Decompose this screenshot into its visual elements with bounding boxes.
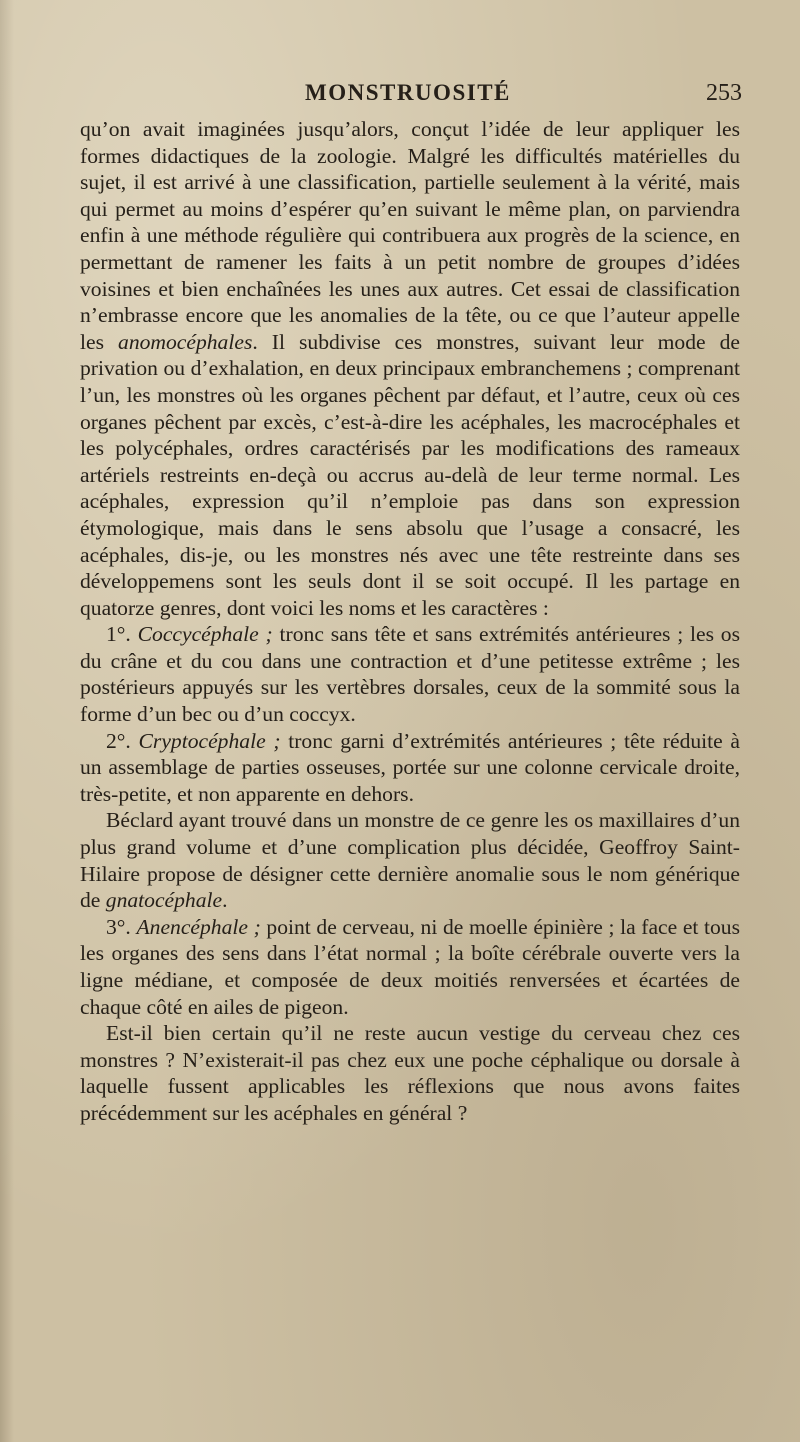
genus-number: 3°. (106, 914, 131, 939)
genus-description: tronc garni d’extrémités antérieures ; tête réduite à un assemblage de parties osseuses, portée sur une colonne cervicale droite, très-petite, et non apparente en dehors. (80, 728, 741, 806)
genus-name: Anencéphale ; (136, 914, 261, 939)
term-gnatocephale: gnatocéphale (105, 888, 223, 913)
term-anomocephales: anomocéphales (118, 329, 253, 354)
paragraph-text: Béclard ayant trouvé dans un monstre de ce genre les os maxillaires d’un plus grand volume et d’une complication plus décidée, Geoffroy Saint-Hilaire propose de désigner cette dernière anomalie sous le nom générique de (80, 808, 740, 913)
genus-number: 1°. (106, 622, 131, 647)
page-number: 253 (706, 80, 742, 106)
genus-entry-3 (80, 914, 740, 1020)
genus-name: Cryptocéphale ; (138, 728, 281, 753)
book-page (80, 74, 740, 1127)
genus-entry-2 (80, 728, 740, 808)
running-title: MONSTRUOSITÉ (305, 80, 511, 105)
genus-number: 2°. (106, 728, 131, 753)
genus-description: point de cerveau, ni de moelle épinière ; la face et tous les organes des sens dans l’état normal ; la boîte cérébrale ouverte vers la ligne médiane, et composée de deux moitiés renversées et écartées de chaque côté en ailes de pigeon. (80, 914, 741, 1019)
paragraph-beclard (80, 807, 740, 913)
genus-description: tronc sans tête et sans extrémités antérieures ; les os du crâne et du cou dans une contraction et d’une petitesse extrême ; les postérieurs appuyés sur les vertèbres dorsales, ceux de la sommité sous la forme d’un bec ou d’un coccyx. (80, 622, 740, 727)
genus-entry-1 (80, 621, 740, 727)
body-text (80, 116, 740, 1127)
genus-name: Coccycéphale ; (137, 622, 273, 647)
running-head (80, 74, 740, 116)
paragraph-text: . Il subdivise ces monstres, suivant leur mode de privation ou d’exhalation, en deux principaux embranchemens ; comprenant l’un, les monstres où les organes pêchent par défaut, et l’autre, ceux où ces organes pêchent par excès, c’est-à-dire les acéphales, les macrocéphales et les polycéphales, ordres caractérisés par les modifications des rameaux artériels restreints en-deçà ou accrus au-delà de leur terme normal. Les acéphales, expression qu’il n’emploie pas dans son expression étymologique, mais dans le sens absolu que l’usage a consacré, les acéphales, dis-je, ou les monstres nés avec une tête restreinte dans ses développemens sont les seuls dont il se soit occupé. Il les partage en quatorze genres, dont voici les noms et les caractères : (80, 329, 740, 620)
paragraph-question: Est-il bien certain qu’il ne reste aucun vestige du cerveau chez ces monstres ? N’existerait-il pas chez eux une poche céphalique ou dorsale à laquelle fussent applicables les réflexions que nous avons faites précédemment sur les acéphales en général ? (80, 1021, 740, 1125)
paragraph-text: qu’on avait imaginées jusqu’alors, conçut l’idée de leur appliquer les formes didactiques de la zoologie. Malgré les difficultés matérielles du sujet, il est arrivé à une classification, partielle seulement à la vérité, mais qui permet au moins d’espérer qu’en suivant le même plan, on parviendra enfin à une méthode régulière qui contribuera aux progrès de la science, en permettant de ramener les faits à un petit nombre de groupes d’idées voisines et bien enchaînées les unes aux autres. Cet essai de classification n’embrasse encore que les anomalies de la tête, ou ce que l’auteur appelle les (80, 117, 740, 354)
paragraph-classification (80, 116, 740, 621)
paragraph-text: . (222, 888, 228, 913)
